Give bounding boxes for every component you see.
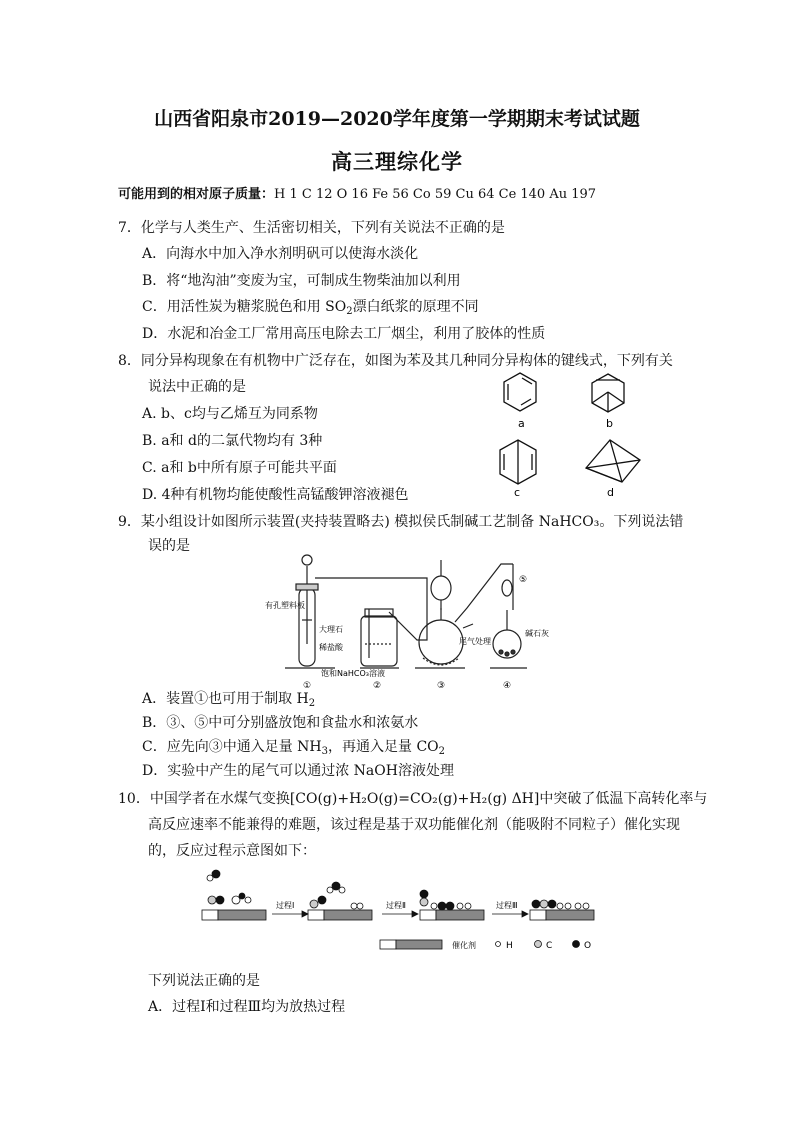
q10-stem-1: 10．中国学者在水煤气变换[CO(g)+H₂O(g)=CO₂(g)+H₂(g) ΔH]中突破了低温下高转化率与 [118, 791, 708, 807]
exam-title: 山西省阳泉市2019—2020学年度第一学期期末考试试题 [154, 108, 640, 130]
legend-catalyst: 催化剂 [452, 941, 476, 950]
q9-option-c: C．应先向③中通入足量 $NH_3$，再通入足量 $CO_2$ [142, 739, 446, 757]
q10-stem-2: 高反应速率不能兼得的难题，该过程是基于双功能催化剂（能吸附不同粒子）催化实现 [148, 817, 680, 833]
exam-subtitle: 高三理综化学 [331, 149, 463, 174]
structure-b [592, 374, 624, 412]
fig-label-board: 有孔塑料板 [265, 601, 305, 610]
q8-option-a: A. b、c均与乙烯互为同系物 [142, 406, 318, 422]
apparatus-2-bottle [361, 616, 397, 666]
fig-num-3: ③ [437, 681, 446, 690]
label-b: b [606, 417, 613, 430]
fig-num-1: ① [303, 681, 312, 690]
legend-o: O [584, 941, 592, 951]
fig-label-soda-lime: 碱石灰 [525, 629, 549, 638]
q8-option-b: B. a和 d的二氯代物均有 3种 [142, 433, 323, 449]
q9-apparatus-figure [265, 548, 570, 690]
fig-label-hcl: 稀盐酸 [319, 643, 343, 652]
q10-stem-3: 的，反应过程示意图如下： [148, 843, 316, 859]
q9-option-d: D．实验中产生的尾气可以通过浓 NaOH溶液处理 [142, 763, 454, 779]
q8-structures-figure [490, 370, 660, 500]
q9-option-b: B．③、⑤中可分别盛放饱和食盐水和浓氨水 [142, 715, 419, 731]
label-d: d [607, 486, 614, 499]
q10-question: 下列说法正确的是 [148, 973, 260, 989]
q7-option-c: C．用活性炭为糖浆脱色和用 $SO_2$漂白纸浆的原理不同 [142, 299, 479, 317]
q10-option-a: A．过程Ⅰ和过程Ⅲ均为放热过程 [148, 999, 346, 1015]
legend-c: C [546, 941, 553, 951]
structure-d [586, 440, 640, 482]
fig-label-tail: 尾气处理 [459, 637, 491, 646]
process-label-3: 过程Ⅲ [496, 901, 518, 910]
fig-label-nahco3: 饱和NaHCO₃溶液 [321, 669, 385, 678]
atomic-masses-values: H 1 C 12 O 16 Fe 56 Co 59 Cu 64 Ce 140 Au 197 [274, 187, 597, 202]
fig-label-marble: 大理石 [319, 625, 343, 634]
legend-h: H [506, 941, 513, 951]
fig-num-4: ④ [503, 681, 512, 690]
q7-option-a: A．向海水中加入净水剂明矾可以使海水淡化 [142, 246, 419, 262]
q8-stem-1: 8．同分异构现象在有机物中广泛存在，如图为苯及其几种同分异构体的键线式，下列有关 [118, 353, 673, 369]
q7-stem: 7．化学与人类生产、生活密切相关，下列有关说法不正确的是 [118, 220, 505, 236]
q9-option-a: A．装置①也可用于制取 $H_2$ [142, 691, 316, 709]
label-a: a [518, 417, 525, 430]
q7-option-b: B．将“地沟油”变废为宝，可制成生物柴油加以利用 [142, 273, 461, 289]
atomic-masses-label: 可能用到的相对原子质量： [118, 187, 275, 202]
q8-option-c: C. a和 b中所有原子可能共平面 [142, 460, 337, 476]
q9-stem-2: 误的是 [148, 538, 190, 554]
atomic-masses-line [118, 186, 596, 204]
fig-num-2: ② [373, 681, 382, 690]
label-c: c [514, 486, 521, 499]
structure-c [500, 440, 536, 484]
q8-option-d: D. 4种有机物均能使酸性高锰酸钾溶液褪色 [142, 487, 409, 503]
structure-a-benzene [504, 373, 536, 411]
apparatus-3-flask [419, 620, 463, 664]
process-label-2: 过程Ⅱ [386, 901, 406, 910]
q7-option-d: D．水泥和冶金工厂常用高压电除去工厂烟尘，利用了胶体的性质 [142, 326, 546, 342]
q10-process-figure [198, 866, 608, 956]
fig-num-5: ⑤ [519, 575, 528, 585]
q9-stem-1: 9．某小组设计如图所示装置(夹持装置略去) 模拟侯氏制碱工艺制备 NaHCO₃。下列说法错 [118, 514, 684, 530]
q8-stem-2: 说法中正确的是 [148, 379, 246, 395]
process-label-1: 过程Ⅰ [276, 901, 295, 910]
